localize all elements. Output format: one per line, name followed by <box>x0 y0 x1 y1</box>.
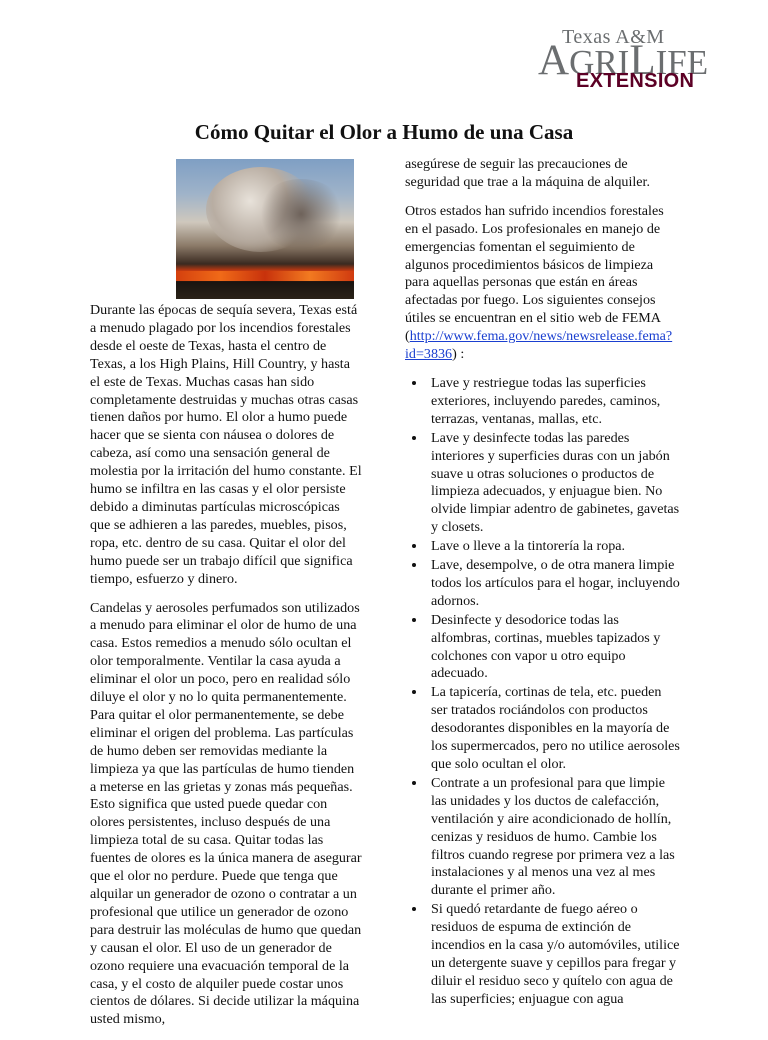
intro-paragraph <box>90 156 362 589</box>
intro-text: Durante las épocas de sequía severa, Texas está a menudo plagado por los incendios forestales desde el oeste de Texas, hasta el centro de Texas, a los High Plains, Hill Country, y hasta el este de Texas. Muchas casas han sido completamente destruidas y muchas otras casas tienen daños por humo. El olor a humo puede hacer que se sienta con náusea o dolores de cabeza, así como una sensación general de molestia por la irritación del humo constante. El humo se infiltra en las casas y el olor persiste debido a diminutas partículas microscópicas que se adhieren a las paredes, muebles, pisos, ropa, etc. dentro de su casa. Quitar el olor del humo puede ser un trabajo difícil que significa tiempo, esfuerzo y dinero. <box>90 302 362 587</box>
cleaning-tips-list <box>405 375 680 1009</box>
right-column <box>405 156 680 1010</box>
logo-line-extension: EXTENSION <box>576 70 695 92</box>
left-column <box>90 156 362 1040</box>
list-item: • La tapicería, cortinas de tela, etc. pueden ser tratados rociándolos con productos desodorantes disponibles en la mayoría de los supermercados, pero no utilice aerosoles que solo ocultan el olor. <box>427 684 680 774</box>
fema-paragraph: Otros estados han sufrido incendios forestales en el pasado. Los profesionales en manejo de emergencias fomentan el seguimiento de algunos procedimientos básicos de limpieza para aquellas personas que están en áreas afectadas por fuego. Los siguientes consejos útiles se encuentran en el sitio web de FEMA (http://www.fema.gov/news/newsrelease.fema?id=3836) : <box>405 202 673 363</box>
safety-paragraph: asegúrese de seguir las precauciones de seguridad que trae a la máquina de alquiler. <box>405 156 650 190</box>
candles-paragraph: Candelas y aerosoles perfumados son utilizados a menudo para eliminar el olor de humo de una casa. Estos remedios a menudo sólo ocultan el olor temporalmente. Ventilar la casa ayuda a eliminar el olor un poco, pero en realidad sólo diluye el olor y no lo quita permanentemente. Para quitar el olor permanentemente, se debe eliminar el origen del problema. Las partículas de humo deben ser removidas mediante la limpieza ya que las partículas de humo tienden a meterse en las grietas y zonas más pequeñas. Esto significa que usted puede quedar con olores persistentes, incluso después de una limpieza total de su casa. Quitar todas las fuentes de olores es la única manera de asegurar que el olor no perdure. Puede que tenga que alquilar un generador de ozono o contratar a un profesional que utilice un generador de ozono para destruir las moléculas de humo que quedan y causan el olor. El uso de un generador de ozono requiere una evacuación temporal de la casa, y el costo de alquiler puede costar unos cientos de dólares. Si decide utilizar la máquina usted mismo, <box>90 599 362 1028</box>
logo-line-texas-am: Texas A&M <box>562 26 665 48</box>
list-item: • Lave, desempolve, o de otra manera limpie todos los artículos para el hogar, incluyendo adornos. <box>427 557 680 611</box>
fema-link[interactable]: http://www.fema.gov/news/newsrelease.fema?id=3836 <box>405 328 673 363</box>
list-item: • Lave o lleve a la tintorería la ropa. <box>427 538 680 556</box>
list-item: • Si quedó retardante de fuego aéreo o residuos de espuma de extinción de incendios en la casa y/o automóviles, utilice un detergente suave y cepillos para fregar y diluir el residuo seco y quítelo con agua de las superficies; enjuague con agua <box>427 901 680 1008</box>
page-title: Cómo Quitar el Olor a Humo de una Casa <box>194 120 574 144</box>
list-item: • Lave y desinfecte todas las paredes interiores y superficies duras con un jabón suave u otras soluciones o productos de limpieza adecuados, y enjuague bien. No olvide limpiar adentro de gabinetes, gavetas y closets. <box>427 430 680 537</box>
list-item: • Desinfecte y desodorice todas las alfombras, cortinas, muebles tapizados y colchones con vapor u otro equipo adecuado. <box>427 612 680 684</box>
agrilife-extension-logo <box>538 26 709 96</box>
logo-line-agrilife: AGRILIFE <box>538 37 709 84</box>
list-item: • Lave y restriegue todas las superficies exteriores, incluyendo paredes, caminos, terrazas, ventanas, mallas, etc. <box>427 375 680 429</box>
list-item: • Contrate a un profesional para que limpie las unidades y los ductos de calefacción, ventilación y aire acondicionado de hollín, cenizas y residuos de humo. Cambie los filtros cuando regrese por primera vez a las instalaciones y al menos una vez al mes durante el primer año. <box>427 775 680 900</box>
wildfire-smoke-photo <box>176 159 354 299</box>
